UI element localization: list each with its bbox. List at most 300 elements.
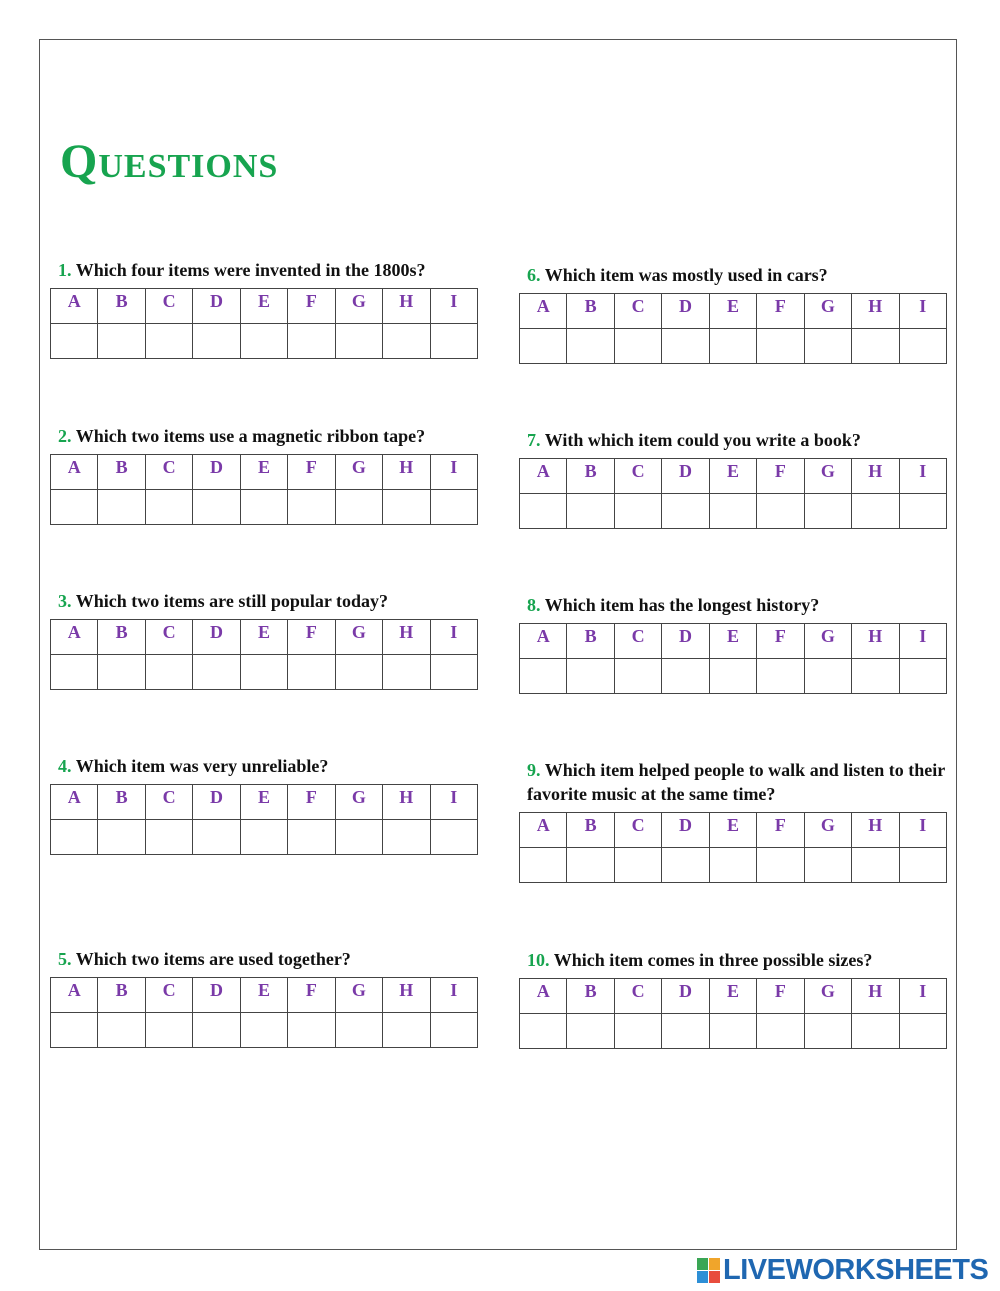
letter-cell [335, 455, 382, 490]
option-letter: B [584, 981, 597, 1001]
answer-box[interactable] [383, 490, 430, 525]
letter-cell [51, 455, 98, 490]
answer-box[interactable] [662, 329, 709, 364]
answer-box[interactable] [193, 1013, 240, 1048]
question-block [50, 589, 480, 690]
option-letter: E [726, 626, 739, 646]
option-letter: G [820, 461, 835, 481]
option-letter: A [67, 457, 81, 477]
letter-cell [709, 294, 756, 329]
answer-box[interactable] [614, 1014, 661, 1049]
logo-mark-square [709, 1258, 720, 1270]
letter-cell [614, 813, 661, 848]
option-letter: B [584, 626, 597, 646]
answer-box[interactable] [335, 820, 382, 855]
option-letter: G [351, 622, 366, 642]
option-letter: G [351, 787, 366, 807]
answer-box[interactable] [804, 1014, 851, 1049]
letter-cell [567, 813, 614, 848]
answer-box[interactable] [240, 324, 287, 359]
letter-cell [520, 979, 567, 1014]
answer-box[interactable] [98, 490, 145, 525]
letter-cell [567, 294, 614, 329]
letter-cell [614, 979, 661, 1014]
answer-box[interactable] [520, 329, 567, 364]
option-letter: H [399, 457, 414, 477]
question-text [50, 589, 480, 613]
answer-box[interactable] [567, 1014, 614, 1049]
option-letter: G [820, 815, 835, 835]
option-letter: F [774, 296, 786, 316]
liveworksheets-logo-mark [697, 1258, 720, 1283]
letter-cell [520, 459, 567, 494]
answer-row [51, 1013, 478, 1048]
answer-box[interactable] [852, 848, 899, 883]
answer-box[interactable] [335, 655, 382, 690]
option-letter: G [351, 457, 366, 477]
answer-box[interactable] [852, 1014, 899, 1049]
answer-grid [50, 454, 478, 525]
letter-cell [852, 294, 899, 329]
letter-cell [335, 785, 382, 820]
answer-box[interactable] [709, 1014, 756, 1049]
letter-cell [335, 620, 382, 655]
letter-row [520, 979, 947, 1014]
letter-cell [520, 624, 567, 659]
answer-grid [50, 977, 478, 1048]
option-letter: H [868, 461, 883, 481]
answer-box[interactable] [757, 329, 804, 364]
answer-grid [50, 619, 478, 690]
letter-cell [430, 289, 478, 324]
question-label: With which item could you write a book? [544, 430, 861, 450]
letter-cell [757, 979, 804, 1014]
letter-cell [567, 624, 614, 659]
liveworksheets-logo [697, 1254, 988, 1286]
option-letter: I [450, 787, 458, 807]
letter-cell [240, 289, 287, 324]
letter-cell [383, 785, 430, 820]
letter-cell [383, 620, 430, 655]
letter-cell [335, 289, 382, 324]
question-label: Which item was mostly used in cars? [544, 265, 828, 285]
answer-box[interactable] [51, 820, 98, 855]
question-block [50, 947, 480, 1048]
answer-box[interactable] [757, 659, 804, 694]
option-letter: G [351, 291, 366, 311]
letter-cell [852, 979, 899, 1014]
answer-box[interactable] [520, 659, 567, 694]
letter-row [51, 978, 478, 1013]
answer-box[interactable] [567, 329, 614, 364]
question-block [50, 754, 480, 855]
option-letter: D [210, 980, 224, 1000]
letter-cell [709, 813, 756, 848]
letter-cell [98, 289, 145, 324]
option-letter: E [726, 296, 739, 316]
letter-cell [98, 620, 145, 655]
letter-cell [804, 813, 851, 848]
option-letter: C [162, 291, 176, 311]
option-letter: A [67, 787, 81, 807]
answer-box[interactable] [145, 820, 192, 855]
answer-grid [50, 784, 478, 855]
option-letter: A [536, 815, 550, 835]
letter-cell [240, 785, 287, 820]
question-number: 8. [527, 595, 541, 615]
letter-cell [145, 978, 192, 1013]
answer-box[interactable] [567, 659, 614, 694]
answer-box[interactable] [288, 1013, 335, 1048]
option-letter: I [919, 461, 927, 481]
letter-cell [430, 620, 478, 655]
question-block [50, 424, 480, 525]
question-label: Which item was very unreliable? [75, 756, 329, 776]
letter-cell [520, 813, 567, 848]
question-label: Which two items use a magnetic ribbon tape? [75, 426, 426, 446]
option-letter: F [774, 626, 786, 646]
option-letter: F [774, 461, 786, 481]
option-letter: H [868, 296, 883, 316]
answer-box[interactable] [662, 659, 709, 694]
answer-box[interactable] [899, 659, 947, 694]
question-text [519, 263, 949, 287]
answer-box[interactable] [145, 490, 192, 525]
answer-box[interactable] [335, 1013, 382, 1048]
answer-box[interactable] [145, 655, 192, 690]
letter-cell [193, 455, 240, 490]
option-letter: F [305, 457, 317, 477]
answer-box[interactable] [852, 329, 899, 364]
answer-box[interactable] [567, 848, 614, 883]
question-number: 10. [527, 950, 550, 970]
answer-box[interactable] [709, 329, 756, 364]
answer-row [51, 324, 478, 359]
option-letter: F [305, 622, 317, 642]
answer-box[interactable] [804, 494, 851, 529]
letter-cell [662, 294, 709, 329]
answer-box[interactable] [899, 1014, 947, 1049]
answer-box[interactable] [51, 490, 98, 525]
option-letter: B [115, 291, 128, 311]
answer-box[interactable] [662, 1014, 709, 1049]
question-label: Which two items are still popular today? [75, 591, 389, 611]
option-letter: A [536, 296, 550, 316]
question-text [519, 758, 949, 806]
option-letter: E [257, 787, 270, 807]
question-text [519, 593, 949, 617]
letter-cell [804, 979, 851, 1014]
answer-box[interactable] [193, 655, 240, 690]
option-letter: A [536, 461, 550, 481]
letter-cell [567, 459, 614, 494]
letter-cell [335, 978, 382, 1013]
answer-box[interactable] [193, 490, 240, 525]
letter-cell [899, 294, 947, 329]
letter-cell [567, 979, 614, 1014]
answer-box[interactable] [709, 494, 756, 529]
answer-row [520, 659, 947, 694]
question-label: Which item helped people to walk and listen to their favorite music at the same time? [527, 760, 945, 804]
letter-cell [193, 978, 240, 1013]
option-letter: I [450, 622, 458, 642]
letter-cell [383, 289, 430, 324]
question-number: 2. [58, 426, 72, 446]
answer-box[interactable] [709, 659, 756, 694]
answer-grid [519, 458, 947, 529]
answer-box[interactable] [757, 494, 804, 529]
letter-cell [804, 459, 851, 494]
option-letter: C [631, 461, 645, 481]
answer-box[interactable] [757, 1014, 804, 1049]
question-number: 5. [58, 949, 72, 969]
question-label: Which two items are used together? [75, 949, 351, 969]
option-letter: C [162, 787, 176, 807]
answer-grid [519, 623, 947, 694]
answer-box[interactable] [383, 1013, 430, 1048]
page-title: Questions [60, 135, 279, 188]
answer-box[interactable] [193, 324, 240, 359]
letter-cell [520, 294, 567, 329]
option-letter: D [210, 291, 224, 311]
answer-box[interactable] [98, 1013, 145, 1048]
answer-box[interactable] [98, 655, 145, 690]
letter-row [51, 620, 478, 655]
option-letter: B [115, 787, 128, 807]
letter-cell [852, 459, 899, 494]
answer-box[interactable] [288, 324, 335, 359]
answer-box[interactable] [98, 820, 145, 855]
question-block [519, 428, 949, 529]
answer-box[interactable] [51, 1013, 98, 1048]
option-letter: B [584, 296, 597, 316]
answer-box[interactable] [430, 655, 478, 690]
answer-row [51, 655, 478, 690]
answer-box[interactable] [520, 1014, 567, 1049]
option-letter: D [679, 626, 693, 646]
answer-box[interactable] [335, 490, 382, 525]
option-letter: H [399, 622, 414, 642]
answer-box[interactable] [852, 494, 899, 529]
option-letter: F [305, 980, 317, 1000]
letter-cell [288, 289, 335, 324]
answer-box[interactable] [757, 848, 804, 883]
letter-cell [51, 620, 98, 655]
letter-cell [757, 459, 804, 494]
letter-cell [240, 978, 287, 1013]
option-letter: H [399, 980, 414, 1000]
answer-box[interactable] [662, 848, 709, 883]
letter-cell [757, 813, 804, 848]
option-letter: C [162, 622, 176, 642]
question-number: 6. [527, 265, 541, 285]
letter-cell [757, 294, 804, 329]
letter-cell [614, 624, 661, 659]
option-letter: D [679, 815, 693, 835]
answer-box[interactable] [288, 655, 335, 690]
answer-box[interactable] [614, 329, 661, 364]
option-letter: B [115, 980, 128, 1000]
letter-cell [98, 785, 145, 820]
answer-box[interactable] [240, 490, 287, 525]
answer-grid [519, 812, 947, 883]
option-letter: F [774, 981, 786, 1001]
answer-box[interactable] [51, 655, 98, 690]
option-letter: H [868, 626, 883, 646]
question-text [50, 424, 480, 448]
option-letter: H [399, 787, 414, 807]
answer-box[interactable] [335, 324, 382, 359]
option-letter: I [919, 981, 927, 1001]
answer-box[interactable] [430, 324, 478, 359]
option-letter: I [450, 457, 458, 477]
answer-box[interactable] [240, 655, 287, 690]
option-letter: I [919, 626, 927, 646]
answer-box[interactable] [240, 820, 287, 855]
question-block [519, 263, 949, 364]
answer-box[interactable] [804, 848, 851, 883]
option-letter: D [679, 981, 693, 1001]
answer-box[interactable] [614, 659, 661, 694]
answer-box[interactable] [193, 820, 240, 855]
question-text [50, 258, 480, 282]
answer-box[interactable] [520, 494, 567, 529]
question-block [519, 948, 949, 1049]
answer-box[interactable] [288, 490, 335, 525]
option-letter: F [305, 291, 317, 311]
answer-box[interactable] [430, 1013, 478, 1048]
option-letter: C [631, 626, 645, 646]
option-letter: E [257, 291, 270, 311]
answer-box[interactable] [383, 655, 430, 690]
logo-mark-square [709, 1271, 720, 1283]
question-label: Which item has the longest history? [544, 595, 820, 615]
option-letter: G [820, 626, 835, 646]
answer-box[interactable] [662, 494, 709, 529]
option-letter: H [399, 291, 414, 311]
question-text [519, 428, 949, 452]
answer-box[interactable] [899, 329, 947, 364]
answer-box[interactable] [852, 659, 899, 694]
answer-box[interactable] [709, 848, 756, 883]
logo-mark-square [697, 1271, 708, 1283]
option-letter: A [536, 626, 550, 646]
answer-box[interactable] [430, 490, 478, 525]
option-letter: I [919, 296, 927, 316]
letter-cell [51, 785, 98, 820]
option-letter: E [257, 980, 270, 1000]
question-text [50, 947, 480, 971]
question-block [519, 593, 949, 694]
letter-cell [614, 459, 661, 494]
letter-row [51, 785, 478, 820]
option-letter: C [162, 457, 176, 477]
option-letter: A [67, 291, 81, 311]
letter-cell [709, 979, 756, 1014]
option-letter: C [631, 815, 645, 835]
letter-cell [240, 620, 287, 655]
option-letter: A [67, 980, 81, 1000]
letter-row [51, 455, 478, 490]
answer-row [520, 494, 947, 529]
answer-box[interactable] [614, 494, 661, 529]
answer-box[interactable] [145, 1013, 192, 1048]
answer-box[interactable] [383, 324, 430, 359]
answer-box[interactable] [430, 820, 478, 855]
letter-row [520, 624, 947, 659]
option-letter: C [631, 981, 645, 1001]
option-letter: A [536, 981, 550, 1001]
letter-cell [383, 455, 430, 490]
letter-cell [430, 978, 478, 1013]
letter-cell [288, 455, 335, 490]
answer-box[interactable] [383, 820, 430, 855]
answer-box[interactable] [288, 820, 335, 855]
answer-box[interactable] [567, 494, 614, 529]
letter-row [520, 459, 947, 494]
option-letter: F [774, 815, 786, 835]
letter-row [520, 813, 947, 848]
answer-box[interactable] [51, 324, 98, 359]
logo-mark-square [697, 1258, 708, 1270]
question-block [50, 258, 480, 359]
option-letter: F [305, 787, 317, 807]
answer-box[interactable] [98, 324, 145, 359]
letter-row [520, 294, 947, 329]
answer-box[interactable] [899, 494, 947, 529]
option-letter: B [584, 461, 597, 481]
answer-box[interactable] [145, 324, 192, 359]
letter-cell [98, 978, 145, 1013]
answer-box[interactable] [899, 848, 947, 883]
letter-cell [288, 620, 335, 655]
letter-cell [899, 813, 947, 848]
letter-cell [709, 624, 756, 659]
question-label: Which item comes in three possible sizes? [553, 950, 873, 970]
answer-box[interactable] [804, 659, 851, 694]
option-letter: E [257, 457, 270, 477]
answer-box[interactable] [240, 1013, 287, 1048]
letter-cell [709, 459, 756, 494]
letter-cell [662, 979, 709, 1014]
option-letter: D [210, 787, 224, 807]
answer-grid [50, 288, 478, 359]
letter-cell [145, 785, 192, 820]
letter-cell [193, 785, 240, 820]
letter-cell [662, 459, 709, 494]
letter-cell [145, 289, 192, 324]
answer-box[interactable] [614, 848, 661, 883]
option-letter: D [679, 461, 693, 481]
letter-cell [193, 289, 240, 324]
letter-cell [51, 289, 98, 324]
option-letter: G [351, 980, 366, 1000]
question-number: 7. [527, 430, 541, 450]
option-letter: C [631, 296, 645, 316]
letter-cell [662, 624, 709, 659]
answer-box[interactable] [804, 329, 851, 364]
option-letter: G [820, 981, 835, 1001]
option-letter: D [679, 296, 693, 316]
answer-box[interactable] [520, 848, 567, 883]
option-letter: E [726, 981, 739, 1001]
option-letter: G [820, 296, 835, 316]
letter-cell [430, 455, 478, 490]
option-letter: I [450, 291, 458, 311]
letter-cell [430, 785, 478, 820]
question-number: 1. [58, 260, 72, 280]
letter-cell [383, 978, 430, 1013]
